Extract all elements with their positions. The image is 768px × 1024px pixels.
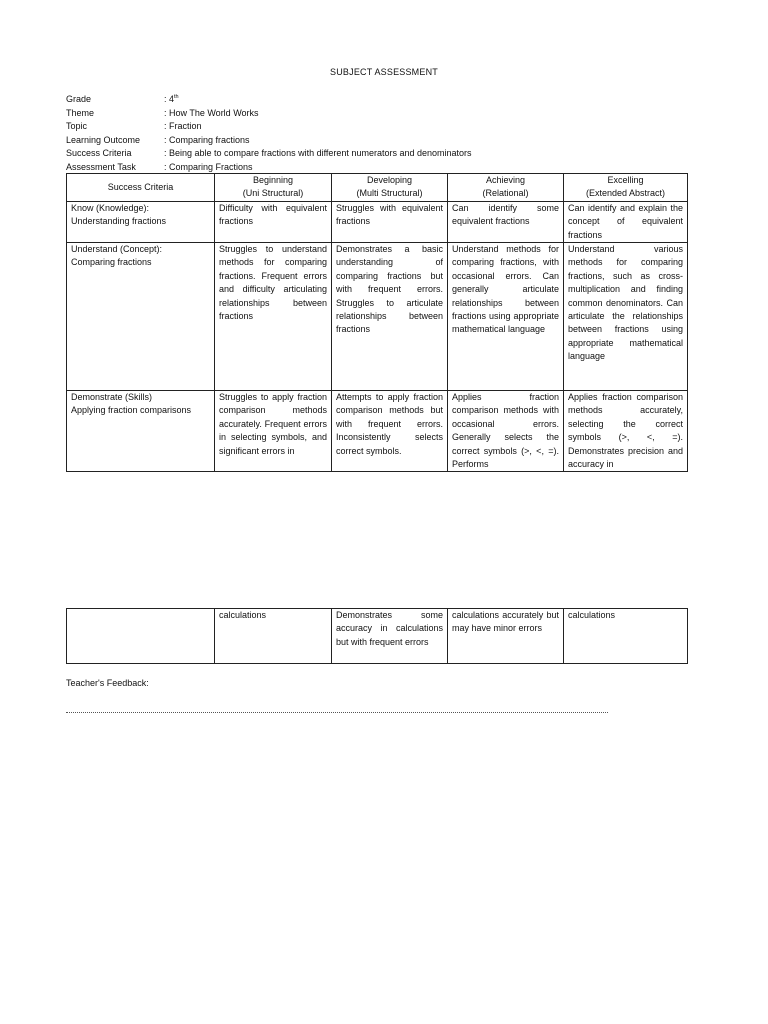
- meta-value: : Comparing fractions: [164, 134, 250, 145]
- grade-suffix: th: [174, 94, 179, 100]
- criteria-cell: Demonstrate (Skills) Applying fraction comparisons: [67, 391, 215, 472]
- beginning-cell: Struggles to apply fraction comparison methods accurately. Frequent errors in selecting symbols, and significant errors in: [215, 391, 332, 472]
- assessment-info: [66, 93, 686, 174]
- meta-label: Theme: [66, 107, 95, 118]
- rubric-table-continued: [66, 608, 688, 664]
- rubric-row-know: [67, 201, 688, 242]
- excelling-cell: Applies fraction comparison methods accurately, selecting the correct symbols (>, <, =). Demonstrates precision and accuracy in: [564, 391, 688, 472]
- excelling-cell: Understand various methods for comparing fractions, such as cross-multiplication and finding common denominators. Can articulate the relationships between fractions using appropriate mathematical language: [564, 243, 688, 391]
- beginning-cell: Struggles to understand methods for comparing fractions. Frequent errors and difficulty articulating relationships between fractions: [215, 243, 332, 391]
- rubric-header-row: [67, 174, 688, 202]
- beginning-cell: calculations: [215, 609, 332, 664]
- header-beginning: Beginning (Uni Structural): [215, 174, 332, 202]
- excelling-cell: Can identify and explain the concept of equivalent fractions: [564, 201, 688, 242]
- achieving-cell: Applies fraction comparison methods with occasional errors. Generally selects the correct symbols (>, <, =). Performs: [448, 391, 564, 472]
- meta-label: Grade: [66, 94, 92, 104]
- excelling-cell: calculations: [564, 609, 688, 664]
- rubric-row-demonstrate: [67, 391, 688, 472]
- meta-label: Topic: [66, 121, 88, 131]
- developing-cell: Struggles with equivalent fractions: [332, 201, 448, 242]
- header-excelling: Excelling (Extended Abstract): [564, 174, 688, 202]
- achieving-cell: Understand methods for comparing fractions, with occasional errors. Can generally articulate relationships between fractions using appropriate mathematical language: [448, 243, 564, 391]
- rubric-row-continued: [67, 609, 688, 664]
- feedback-dotted-line: [66, 712, 608, 713]
- grade-value: : 4: [164, 94, 175, 104]
- meta-row-grade: [66, 93, 686, 107]
- criteria-cell: Know (Knowledge): Understanding fractions: [67, 201, 215, 242]
- developing-cell: Attempts to apply fraction comparison methods but with frequent errors. Inconsistently selects correct symbols.: [332, 391, 448, 472]
- rubric-table: [66, 173, 688, 472]
- header-success-criteria: Success Criteria: [67, 174, 215, 202]
- meta-value: : How The World Works: [164, 107, 259, 118]
- header-developing: Developing (Multi Structural): [332, 174, 448, 202]
- achieving-cell: calculations accurately but may have minor errors: [448, 609, 564, 664]
- teacher-feedback-label: Teacher's Feedback:: [66, 678, 149, 688]
- meta-row-learning-outcome: [66, 134, 686, 148]
- meta-row-topic: [66, 120, 686, 134]
- meta-row-theme: [66, 107, 686, 121]
- meta-row-assessment-task: [66, 161, 686, 175]
- meta-value: [164, 93, 686, 107]
- page-title: SUBJECT ASSESSMENT: [330, 67, 438, 77]
- meta-label: Assessment Task: [66, 161, 136, 172]
- meta-label: Learning Outcome: [66, 134, 141, 145]
- meta-value: : Comparing Fractions: [164, 161, 253, 172]
- developing-cell: Demonstrates some accuracy in calculations but with frequent errors: [332, 609, 448, 664]
- achieving-cell: Can identify some equivalent fractions: [448, 201, 564, 242]
- beginning-cell: Difficulty with equivalent fractions: [215, 201, 332, 242]
- developing-cell: Demonstrates a basic understanding of comparing fractions but with frequent errors. Struggles to articulate relationships between fractions: [332, 243, 448, 391]
- header-achieving: Achieving (Relational): [448, 174, 564, 202]
- rubric-row-understand: [67, 243, 688, 391]
- meta-label: Success Criteria: [66, 148, 132, 158]
- criteria-cell: Understand (Concept): Comparing fractions: [67, 243, 215, 391]
- meta-value: : Being able to compare fractions with different numerators and denominators: [164, 148, 472, 158]
- meta-row-success-criteria: [66, 147, 686, 161]
- meta-value: : Fraction: [164, 121, 202, 131]
- criteria-cell: [67, 609, 215, 664]
